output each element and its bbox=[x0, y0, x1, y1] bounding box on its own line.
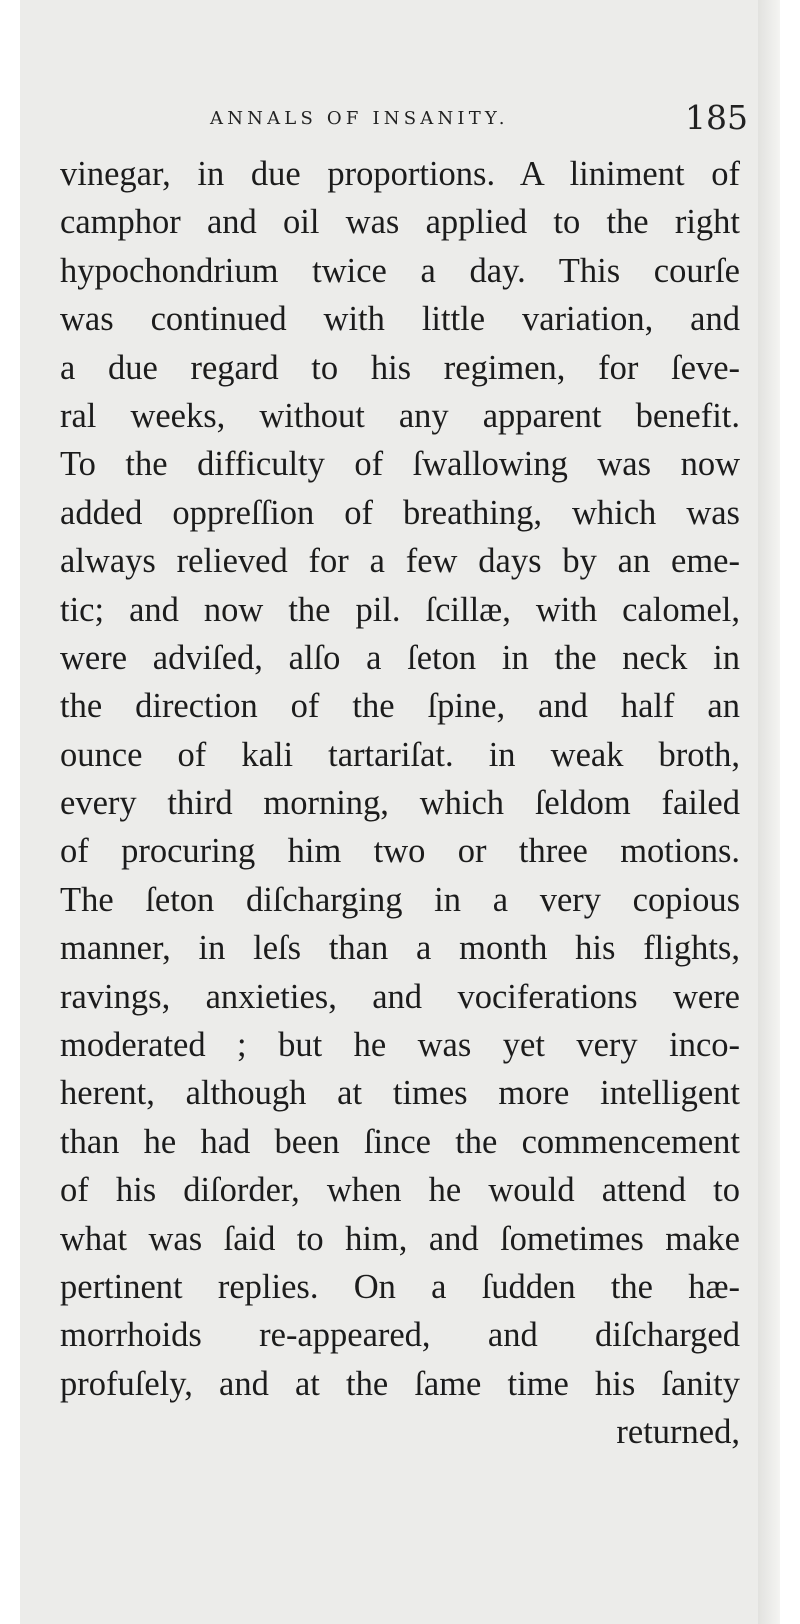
text-line: vinegar, in due proportions. A liniment of bbox=[60, 155, 740, 193]
running-head-title: ANNALS OF INSANITY. bbox=[210, 108, 509, 129]
text-line: pertinent replies. On a ſudden the hæ- bbox=[60, 1267, 740, 1306]
text-line: herent, although at times more intelligent bbox=[60, 1074, 740, 1113]
text-line: what was ſaid to him, and ſometimes make bbox=[60, 1219, 740, 1258]
page-edge bbox=[758, 0, 780, 1624]
text-line: The ſeton diſcharging in a very copious bbox=[60, 880, 740, 919]
text-line: added oppreſſion of breathing, which was bbox=[60, 493, 740, 532]
text-line: the direction of the ſpine, and half an bbox=[60, 687, 740, 726]
text-line: ravings, anxieties, and vociferations were bbox=[60, 977, 740, 1016]
page-number: 185 bbox=[685, 98, 748, 137]
text-line: was continued with little variation, and bbox=[60, 300, 740, 339]
text-line: of procuring him two or three motions. bbox=[60, 832, 740, 871]
text-line: To the difficulty of ſwallowing was now bbox=[60, 445, 740, 484]
text-line: every third morning, which ſeldom failed bbox=[60, 784, 740, 823]
text-line: morrhoids re-appeared, and diſcharged bbox=[60, 1316, 740, 1355]
running-head bbox=[60, 100, 750, 144]
text-line: ounce of kali tartariſat. in weak broth, bbox=[60, 735, 740, 774]
text-line: hypochondrium twice a day. This courſe bbox=[60, 251, 740, 290]
body-text bbox=[60, 150, 740, 1457]
text-line: of his diſorder, when he would attend to bbox=[60, 1171, 740, 1210]
catchword-line: returned, bbox=[616, 1413, 740, 1452]
text-line: moderated ; but he was yet very inco- bbox=[60, 1026, 740, 1065]
text-line: camphor and oil was applied to the right bbox=[60, 203, 740, 242]
text-line: manner, in leſs than a month his flights, bbox=[60, 929, 740, 968]
text-line: profuſely, and at the ſame time his ſanity bbox=[60, 1364, 740, 1403]
text-line: a due regard to his regimen, for ſeve- bbox=[60, 348, 740, 387]
text-line: always relieved for a few days by an eme- bbox=[60, 542, 740, 581]
text-line: ral weeks, without any apparent benefit. bbox=[60, 396, 740, 435]
text-line: tic; and now the pil. ſcillæ, with calomel, bbox=[60, 590, 740, 629]
book-page bbox=[20, 0, 780, 1624]
text-line: than he had been ſince the commencement bbox=[60, 1122, 740, 1161]
text-line: were adviſed, alſo a ſeton in the neck in bbox=[60, 638, 740, 677]
